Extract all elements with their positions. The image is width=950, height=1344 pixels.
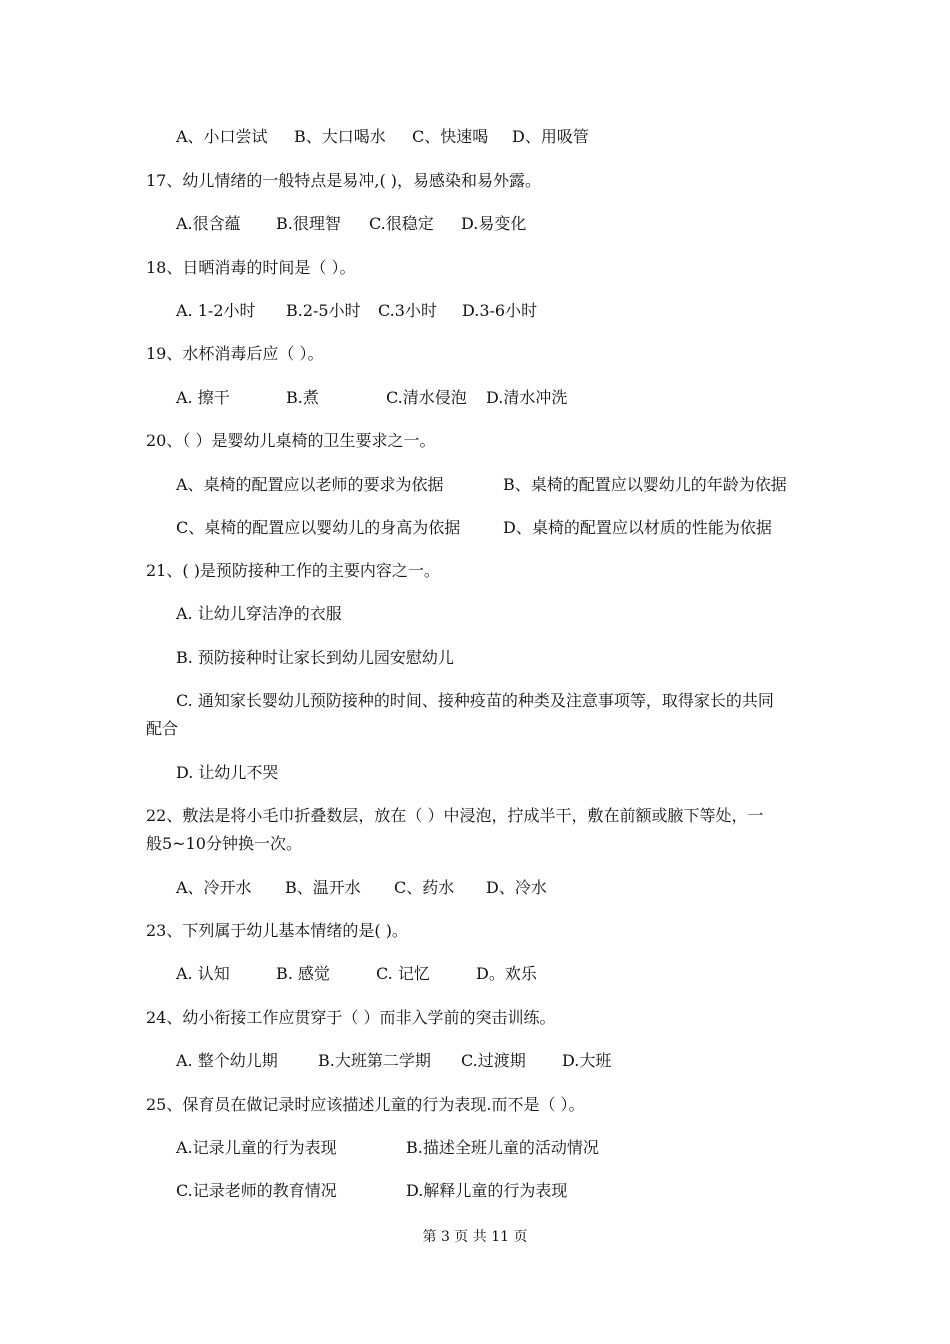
q23-option-b: B. 感觉 xyxy=(276,964,330,983)
q19-option-b: B.煮 xyxy=(286,388,319,407)
q17-option-d: D.易变化 xyxy=(461,214,527,233)
q18-option-b: B.2-5小时 xyxy=(286,301,361,320)
q22-stem-line2: 般5~10分钟换一次。 xyxy=(146,834,302,853)
q23-option-c: C. 记忆 xyxy=(376,964,430,983)
q24-options xyxy=(176,1051,611,1071)
q20-options-row1 xyxy=(176,475,787,495)
q17-option-a: A.很含蕴 xyxy=(176,214,241,233)
q19-option-a: A. 擦干 xyxy=(176,388,230,407)
q20-options-row2 xyxy=(176,518,772,538)
q20-option-d: D、桌椅的配置应以材质的性能为依据 xyxy=(503,518,772,537)
q24-option-d: D.大班 xyxy=(562,1051,612,1070)
q17-option-b: B.很理智 xyxy=(276,214,341,233)
q20-option-a: A、桌椅的配置应以老师的要求为依据 xyxy=(176,475,444,494)
q23-option-a: A. 认知 xyxy=(176,964,230,983)
q21-option-d: D. 让幼儿不哭 xyxy=(176,763,279,782)
q17-stem: 17、幼儿情绪的一般特点是易冲,( )，易感染和易外露。 xyxy=(146,171,542,190)
q25-options-row1 xyxy=(176,1138,599,1158)
q17-option-c: C.很稳定 xyxy=(369,214,434,233)
q25-option-d: D.解释儿童的行为表现 xyxy=(406,1181,568,1200)
q25-option-a: A.记录儿童的行为表现 xyxy=(176,1138,337,1157)
q18-option-a: A. 1-2小时 xyxy=(176,301,256,320)
q20-option-b: B、桌椅的配置应以婴幼儿的年龄为依据 xyxy=(503,475,787,494)
q16-option-b: B、大口喝水 xyxy=(294,127,386,146)
q19-stem: 19、水杯消毒后应（ ）。 xyxy=(146,344,324,363)
q23-options xyxy=(176,964,537,984)
q16-options xyxy=(176,127,589,147)
q22-option-b: B、温开水 xyxy=(285,878,361,897)
page-number-footer: 第 3 页 共 11 页 xyxy=(422,1229,528,1245)
q25-option-c: C.记录老师的教育情况 xyxy=(176,1181,337,1200)
q22-option-a: A、冷开水 xyxy=(176,878,252,897)
q25-option-b: B.描述全班儿童的活动情况 xyxy=(406,1138,599,1157)
q20-option-c: C、桌椅的配置应以婴幼儿的身高为依据 xyxy=(176,518,461,537)
q22-option-d: D、冷水 xyxy=(486,878,547,897)
q21-option-b: B. 预防接种时让家长到幼儿园安慰幼儿 xyxy=(176,648,454,667)
q21-option-a: A. 让幼儿穿洁净的衣服 xyxy=(176,604,342,623)
q18-stem: 18、日晒消毒的时间是（ ）。 xyxy=(146,258,356,277)
q19-options xyxy=(176,388,567,408)
q18-options xyxy=(176,301,537,321)
q16-option-a: A、小口尝试 xyxy=(176,127,268,146)
q24-option-b: B.大班第二学期 xyxy=(318,1051,431,1070)
q23-option-d: D。欢乐 xyxy=(476,964,537,983)
q19-option-c: C.清水侵泡 xyxy=(386,388,467,407)
q16-option-c: C、快速喝 xyxy=(412,127,489,146)
q19-option-d: D.清水冲洗 xyxy=(486,388,568,407)
q24-option-c: C.过渡期 xyxy=(461,1051,526,1070)
q21-option-c-line2: 配合 xyxy=(146,719,179,738)
q17-options xyxy=(176,214,526,234)
q25-options-row2 xyxy=(176,1181,567,1201)
q18-option-c: C.3小时 xyxy=(378,301,437,320)
q18-option-d: D.3-6小时 xyxy=(462,301,538,320)
q22-options xyxy=(176,878,547,898)
q24-stem: 24、幼小衔接工作应贯穿于（ ）而非入学前的突击训练。 xyxy=(146,1008,556,1027)
q22-stem-line1: 22、敷法是将小毛巾折叠数层，放在（ ）中浸泡，拧成半干，敷在前额或腋下等处，一 xyxy=(146,806,764,825)
q16-option-d: D、用吸管 xyxy=(512,127,589,146)
q21-option-c-line1: C. 通知家长婴幼儿预防接种的时间、接种疫苗的种类及注意事项等，取得家长的共同 xyxy=(176,691,774,710)
q22-option-c: C、药水 xyxy=(394,878,455,897)
q23-stem: 23、下列属于幼儿基本情绪的是( )。 xyxy=(146,921,408,940)
q21-stem: 21、( )是预防接种工作的主要内容之一。 xyxy=(146,561,440,580)
q24-option-a: A. 整个幼儿期 xyxy=(176,1051,278,1070)
q25-stem: 25、保育员在做记录时应该描述儿童的行为表现.而不是（ ）。 xyxy=(146,1095,585,1114)
q20-stem: 20、（ ）是婴幼儿桌椅的卫生要求之一。 xyxy=(146,431,436,450)
